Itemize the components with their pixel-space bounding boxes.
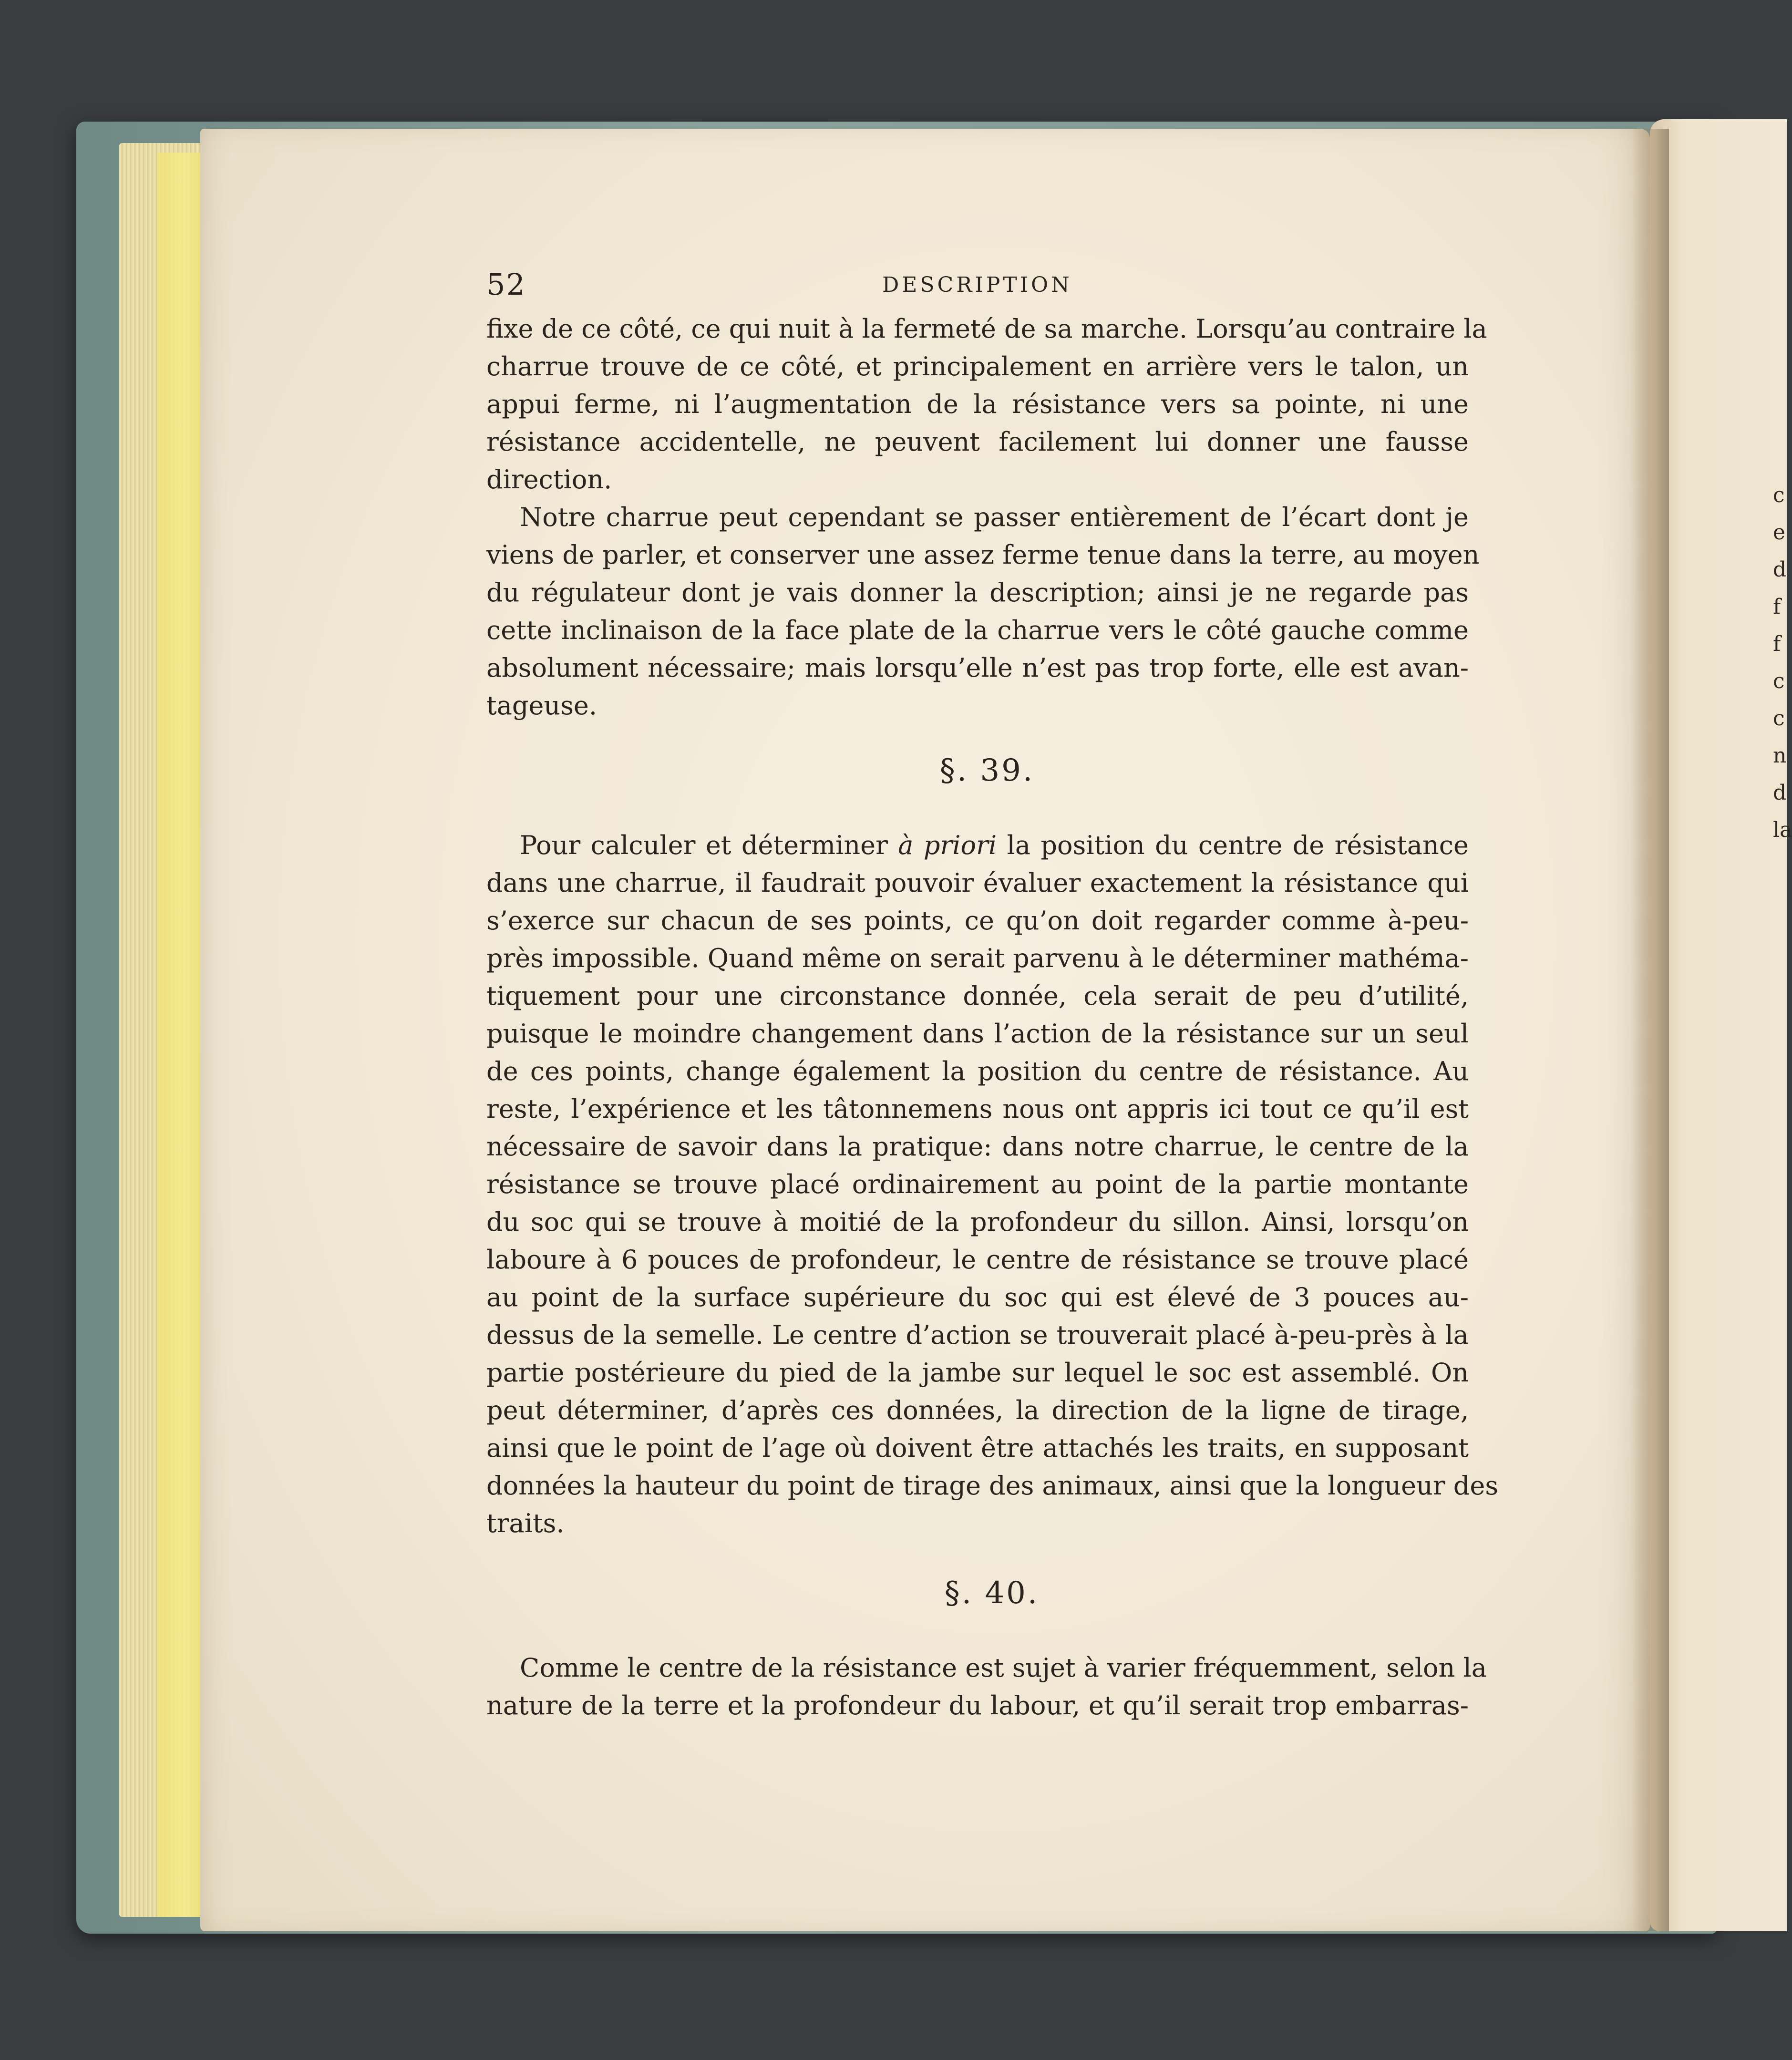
text-line-with-italic bbox=[486, 826, 1469, 864]
text-line: tiquement pour une circonstance donnée, cela serait de peu d’utilité, bbox=[486, 981, 1469, 1011]
right-page bbox=[1650, 119, 1792, 1931]
text-line: cette inclinaison de la face plate de la charrue vers le côté gauche comme bbox=[486, 615, 1469, 645]
right-fragment: d bbox=[1773, 781, 1787, 805]
text-line: du soc qui se trouve à moitié de la profondeur du sillon. Ainsi, lorsqu’on bbox=[486, 1207, 1469, 1237]
right-fragment: f bbox=[1773, 595, 1781, 619]
running-title: DESCRIPTION bbox=[882, 273, 1072, 297]
italic-phrase: à priori bbox=[898, 830, 997, 860]
text-line: au point de la surface supérieure du soc qui est élevé de 3 pouces au- bbox=[486, 1282, 1469, 1312]
text-line: données la hauteur du point de tirage des animaux, ainsi que la longueur des bbox=[486, 1471, 1499, 1501]
page-number: 52 bbox=[486, 267, 526, 302]
right-fragment: n bbox=[1773, 743, 1787, 768]
page-text bbox=[486, 258, 1499, 1724]
text-line: partie postérieure du pied de la jambe sur lequel le soc est assemblé. On bbox=[486, 1358, 1469, 1388]
text-line: nature de la terre et la profondeur du labour, et qu’il serait trop embarras- bbox=[486, 1690, 1469, 1720]
text-line: s’exerce sur chacun de ses points, ce qu’on doit regarder comme à-peu- bbox=[486, 906, 1469, 936]
text-line: du régulateur dont je vais donner la description; ainsi je ne regarde pas bbox=[486, 577, 1469, 608]
right-fragment: c bbox=[1773, 483, 1785, 507]
text-line: nécessaire de savoir dans la pratique: dans notre charrue, le centre de la bbox=[486, 1132, 1469, 1162]
right-fragment: e bbox=[1773, 520, 1786, 545]
text-line: tageuse. bbox=[486, 690, 597, 721]
paragraph-2 bbox=[486, 498, 1480, 724]
text-line: Comme le centre de la résistance est sujet à varier fréquemment, selon la bbox=[520, 1653, 1487, 1683]
right-fragment: c bbox=[1773, 706, 1785, 731]
text-line: de ces points, change également la position du centre de résistance. Au bbox=[486, 1056, 1469, 1086]
text-line: direction. bbox=[486, 464, 612, 494]
right-fragment: la bbox=[1773, 818, 1792, 842]
right-page-text-fragments bbox=[1773, 477, 1792, 849]
text-fragment: Pour calculer et déterminer bbox=[520, 830, 888, 860]
text-fragment: la position du centre de résistance bbox=[1007, 830, 1469, 860]
text-line: charrue trouve de ce côté, et principalement en arrière vers le talon, un bbox=[486, 351, 1469, 381]
book-gutter bbox=[1631, 129, 1669, 1931]
text-line: résistance accidentelle, ne peuvent facilement lui donner une fausse bbox=[486, 427, 1469, 457]
paragraph-1 bbox=[486, 310, 1487, 498]
section-heading-39: §. 39. bbox=[939, 753, 1035, 788]
text-line: appui ferme, ni l’augmentation de la résistance vers sa pointe, ni une bbox=[486, 389, 1469, 419]
paragraph-3 bbox=[486, 826, 1499, 1542]
text-line: absolument nécessaire; mais lorsqu’elle n’est pas trop forte, elle est avan- bbox=[486, 653, 1469, 683]
text-line: peut déterminer, d’après ces données, la direction de la ligne de tirage, bbox=[486, 1395, 1469, 1425]
text-line: résistance se trouve placé ordinairement au point de la partie montante bbox=[486, 1169, 1469, 1199]
right-fragment: f bbox=[1773, 632, 1781, 656]
section-heading-40: §. 40. bbox=[944, 1576, 1040, 1611]
text-line: dessus de la semelle. Le centre d’action se trouverait placé à-peu-près à la bbox=[486, 1320, 1469, 1350]
page-header bbox=[486, 258, 1469, 310]
text-line: dans une charrue, il faudrait pouvoir évaluer exactement la résistance qui bbox=[486, 868, 1469, 898]
text-line: laboure à 6 pouces de profondeur, le centre de résistance se trouve placé bbox=[486, 1245, 1469, 1275]
right-fragment: d bbox=[1773, 557, 1787, 582]
text-line: fixe de ce côté, ce qui nuit à la fermeté de sa marche. Lorsqu’au contraire la bbox=[486, 314, 1487, 344]
paragraph-4 bbox=[486, 1649, 1487, 1724]
text-line: puisque le moindre changement dans l’action de la résistance sur un seul bbox=[486, 1019, 1469, 1049]
text-line: viens de parler, et conserver une assez ferme tenue dans la terre, au moyen bbox=[486, 540, 1480, 570]
text-line: reste, l’expérience et les tâtonnemens nous ont appris ici tout ce qu’il est bbox=[486, 1094, 1469, 1124]
text-line: Notre charrue peut cependant se passer entièrement de l’écart dont je bbox=[520, 502, 1469, 532]
right-fragment: c bbox=[1773, 669, 1785, 693]
text-line: ainsi que le point de l’age où doivent être attachés les traits, en supposant bbox=[486, 1433, 1469, 1463]
text-line: près impossible. Quand même on serait parvenu à le déterminer mathéma- bbox=[486, 943, 1469, 973]
text-line: traits. bbox=[486, 1508, 565, 1538]
